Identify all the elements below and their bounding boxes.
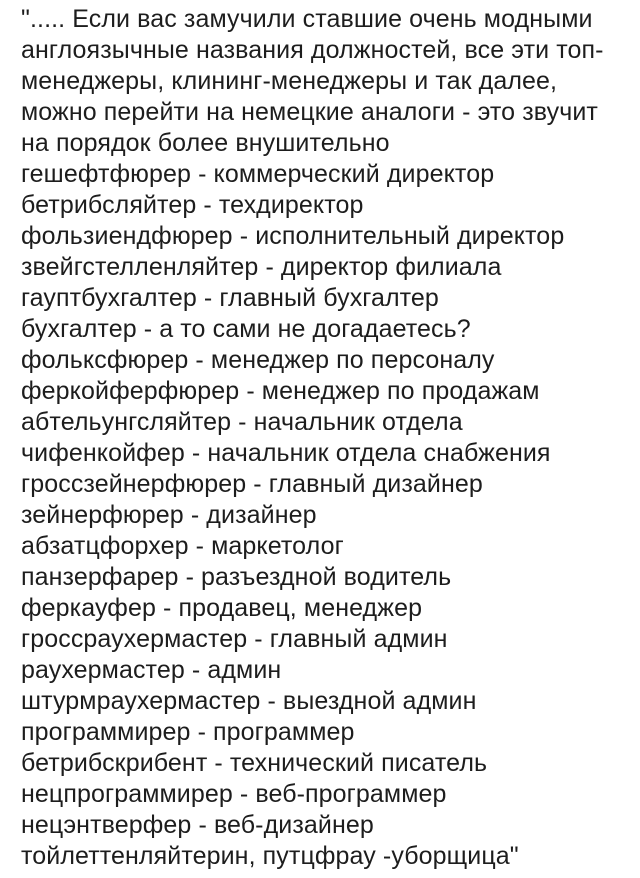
text-line: фользиендфюрер - исполнительный директор [21, 222, 565, 250]
text-line: на порядок более внушительно [21, 129, 390, 157]
text-line: нецпрограммирер - веб-программер [21, 780, 447, 808]
text-line: зейнерфюрер - дизайнер [21, 501, 317, 529]
text-line: гроссраухермастер - главный админ [21, 625, 448, 653]
text-line: абтельунгсляйтер - начальник отдела [21, 408, 463, 436]
text-line: гроссзейнерфюрер - главный дизайнер [21, 470, 483, 498]
text-line: чифенкойфер - начальник отдела снабжения [21, 439, 551, 467]
text-line: бетрибскрибент - технический писатель [21, 749, 488, 777]
text-line: нецэнтверфер - веб-дизайнер [21, 811, 374, 839]
text-line: панзерфарер - разъездной водитель [21, 563, 452, 591]
text-line: "..... Если вас замучили ставшие очень модными [21, 5, 593, 33]
text-line: феркауфер - продавец, менеджер [21, 594, 423, 622]
text-line: абзатцфорхер - маркетолог [21, 532, 344, 560]
text-line: феркойферфюрер - менеджер по продажам [21, 377, 540, 405]
post-text [21, 4, 633, 872]
text-line: англоязычные названия должностей, все эти топ- [21, 36, 604, 64]
text-line: гешефтфюрер - коммерческий директор [21, 160, 495, 188]
text-line: раухермастер - админ [21, 656, 282, 684]
text-line: менеджеры, клининг-менеджеры и так далее, [21, 67, 558, 95]
text-line: гауптбухгалтер - главный бухгалтер [21, 284, 439, 312]
text-line: штурмраухермастер - выездной админ [21, 687, 477, 715]
text-line: бухгалтер - а то сами не догадаетесь? [21, 315, 471, 343]
text-line: бетрибсляйтер - техдиректор [21, 191, 364, 219]
text-line: звейгстелленляйтер - директор филиала [21, 253, 502, 281]
text-line: можно перейти на немецкие аналоги - это звучит [21, 98, 598, 126]
text-line: фольксфюрер - менеджер по персоналу [21, 346, 495, 374]
text-line: программирер - программер [21, 718, 355, 746]
text-line: тойлеттенляйтерин, путцфрау -уборщица" [21, 842, 519, 870]
